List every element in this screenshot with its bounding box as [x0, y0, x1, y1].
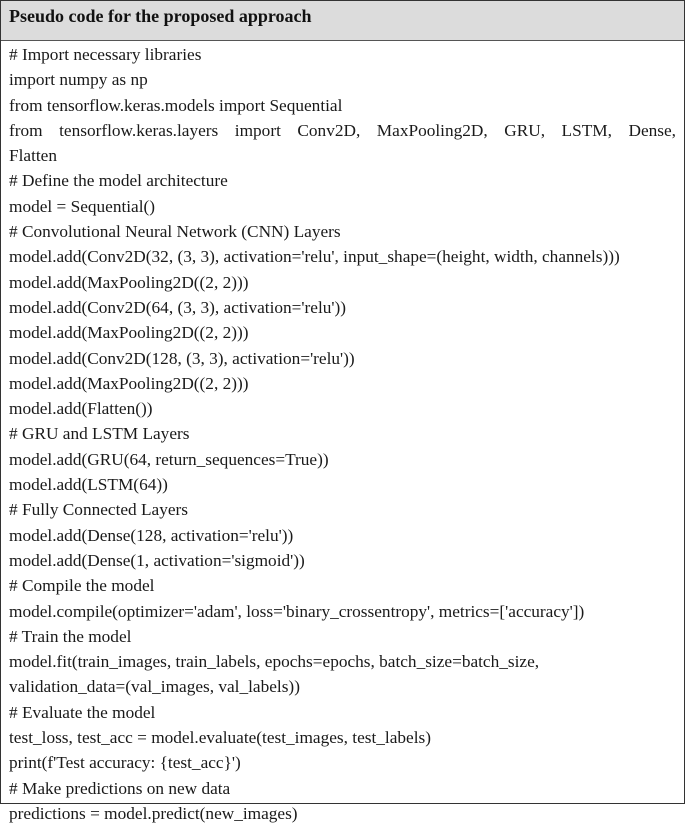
code-line: # Evaluate the model	[9, 702, 156, 722]
table-header	[1, 1, 684, 41]
code-line: # Train the model	[9, 626, 132, 646]
code-line: model.add(GRU(64, return_sequences=True))	[9, 449, 329, 469]
code-line: model.add(LSTM(64))	[9, 475, 168, 495]
code-line: validation_data=(val_images, val_labels))	[9, 677, 300, 697]
code-line: # Define the model architecture	[9, 171, 228, 191]
table-title: Pseudo code for the proposed approach	[9, 6, 312, 26]
code-line: model.add(Dense(128, activation='relu'))	[9, 525, 294, 545]
code-line: model.add(Conv2D(32, (3, 3), activation='relu', input_shape=(height, width, channels)))	[9, 247, 620, 267]
code-line: model.add(MaxPooling2D((2, 2)))	[9, 323, 249, 343]
code-line: model.add(Flatten())	[9, 399, 153, 419]
code-line: # Import necessary libraries	[9, 45, 202, 64]
code-line: # GRU and LSTM Layers	[9, 424, 190, 444]
code-line: import numpy as np	[9, 70, 148, 90]
code-line: # Convolutional Neural Network (CNN) Layers	[9, 222, 341, 242]
code-line: print(f'Test accuracy: {test_acc}')	[9, 753, 241, 773]
code-line: # Compile the model	[9, 576, 155, 596]
code-line: model.fit(train_images, train_labels, epochs=epochs, batch_size=batch_size,	[9, 652, 540, 672]
code-line: # Fully Connected Layers	[9, 500, 189, 520]
code-line: model.add(MaxPooling2D((2, 2)))	[9, 272, 249, 292]
code-line: model.add(Conv2D(64, (3, 3), activation='relu'))	[9, 297, 347, 317]
code-body	[1, 41, 684, 826]
code-line: model.add(Dense(1, activation='sigmoid'))	[9, 550, 305, 570]
code-line: from tensorflow.keras.models import Sequential	[9, 95, 343, 115]
code-line: model.add(MaxPooling2D((2, 2)))	[9, 373, 249, 393]
code-line: from tensorflow.keras.layers import Conv2D, MaxPooling2D, GRU, LSTM, Dense,	[9, 120, 676, 140]
code-line: model.compile(optimizer='adam', loss='binary_crossentropy', metrics=['accuracy'])	[9, 601, 585, 621]
code-line: Flatten	[9, 146, 57, 166]
code-line: test_loss, test_acc = model.evaluate(test_images, test_labels)	[9, 728, 431, 748]
code-line: # Make predictions on new data	[9, 778, 231, 798]
code-line: predictions = model.predict(new_images)	[9, 803, 298, 823]
code-line: model.add(Conv2D(128, (3, 3), activation='relu'))	[9, 348, 355, 368]
code-line: model = Sequential()	[9, 196, 156, 216]
